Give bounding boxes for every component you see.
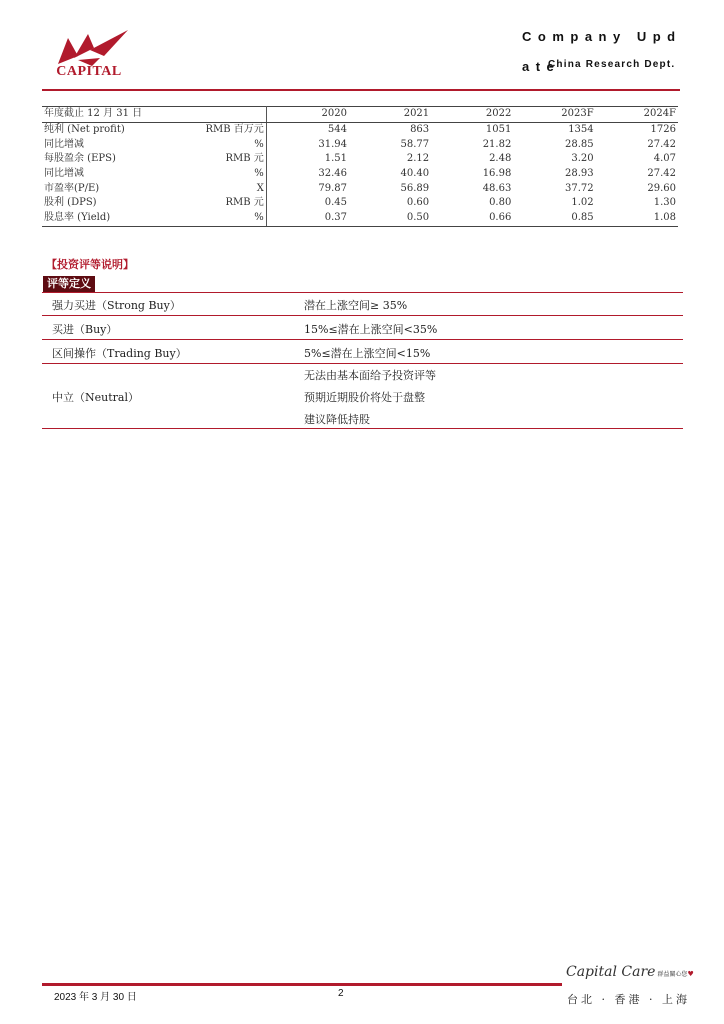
table-row <box>42 211 678 226</box>
table-row <box>42 181 678 196</box>
cell-value: 3.20 <box>571 153 594 165</box>
report-type-title: Company Update <box>522 29 682 74</box>
capital-care-logo <box>566 964 694 980</box>
row-label: 同比增减 <box>44 168 84 180</box>
cell-value: 863 <box>410 124 430 136</box>
rating-definition: 潜在上涨空间≥ 35% <box>304 299 408 312</box>
row-label: 同比增减 <box>44 138 84 150</box>
cell-value: 27.42 <box>647 138 676 150</box>
row-label: 纯利 (Net profit) <box>44 124 125 136</box>
row-label: 股利 (DPS) <box>44 197 97 209</box>
rating-definition: 15%≤潜在上涨空间<35% <box>304 323 438 336</box>
rating-row-strong-buy <box>42 293 683 316</box>
cell-value: 0.66 <box>431 211 513 226</box>
row-label: 每股盈余 (EPS) <box>44 153 116 165</box>
cell-value: 544 <box>327 124 347 136</box>
cell-value: 56.89 <box>400 182 430 194</box>
rating-definition-group <box>304 365 436 431</box>
cell-value: 28.93 <box>565 168 594 180</box>
financial-summary-table <box>42 106 678 227</box>
rating-definition: 无法由基本面给予投资评等 <box>304 369 436 382</box>
cell-value: 48.63 <box>482 182 512 194</box>
table-header-year: 2021 <box>349 107 431 123</box>
table-header-row <box>42 107 678 123</box>
row-unit: RMB 百万元 <box>173 122 266 137</box>
cell-value: 0.50 <box>349 211 431 226</box>
cell-value: 58.77 <box>400 138 430 150</box>
page-number: 2 <box>338 988 344 999</box>
table-header-year: 2024F <box>596 107 678 123</box>
table-row <box>42 152 678 167</box>
cell-value: 0.45 <box>324 197 347 209</box>
rating-definition: 预期近期股价将处于盘整 <box>304 391 425 404</box>
cell-value: 1.08 <box>596 211 678 226</box>
rating-row-neutral <box>42 365 683 429</box>
table-header-year: 2020 <box>266 107 349 123</box>
report-date: 2023 年 3 月 30 日 <box>54 992 137 1003</box>
capital-care-script: Capital Care <box>566 964 656 980</box>
cell-value: 1.51 <box>324 153 347 165</box>
cell-value: 0.60 <box>406 197 430 209</box>
footer-divider <box>42 983 562 986</box>
rating-name: 强力买进（Strong Buy） <box>52 299 181 312</box>
department-label: China Research Dept. <box>548 59 676 70</box>
row-label: 股息率 (Yield) <box>42 211 173 226</box>
capital-care-cn: 群益關心您 <box>657 971 688 978</box>
rating-section-heading: 【投资评等说明】 <box>46 258 134 271</box>
rating-row-buy <box>42 317 683 340</box>
cell-value: 31.94 <box>318 138 347 150</box>
row-unit: RMB 元 <box>173 196 266 211</box>
cell-value: 29.60 <box>647 182 676 194</box>
rating-definition: 5%≤潜在上涨空间<15% <box>304 347 431 360</box>
table-row <box>42 196 678 211</box>
rating-row-trading-buy <box>42 341 683 364</box>
table-header-year: 2023F <box>513 107 595 123</box>
row-unit: % <box>173 211 266 226</box>
rating-name: 买进（Buy） <box>52 323 118 336</box>
heart-icon: ♥ <box>687 970 694 978</box>
cell-value: 1354 <box>568 124 594 136</box>
cell-value: 1726 <box>650 124 676 136</box>
logo-text: CAPITAL <box>56 64 122 79</box>
cell-value: 40.40 <box>400 168 430 180</box>
rating-definition-badge: 评等定义 <box>43 276 95 292</box>
row-unit: % <box>173 137 266 152</box>
cell-value: 0.37 <box>266 211 349 226</box>
rating-name: 区间操作（Trading Buy） <box>52 347 187 360</box>
row-unit: % <box>173 167 266 182</box>
cell-value: 32.46 <box>318 168 347 180</box>
table-header-year: 2022 <box>431 107 513 123</box>
cell-value: 37.72 <box>565 182 594 194</box>
table-header-unit <box>173 107 266 123</box>
table-header-label: 年度截止 12 月 31 日 <box>42 107 173 123</box>
cell-value: 1051 <box>485 124 512 136</box>
bird-logo-icon <box>44 28 134 68</box>
cell-value: 79.87 <box>318 182 347 194</box>
cell-value: 4.07 <box>653 153 676 165</box>
cell-value: 0.80 <box>489 197 512 209</box>
cell-value: 28.85 <box>565 138 594 150</box>
row-unit: RMB 元 <box>173 152 266 167</box>
table-row <box>42 137 678 152</box>
rating-name: 中立（Neutral） <box>52 391 139 404</box>
table-row <box>42 122 678 137</box>
header-divider <box>42 89 680 91</box>
cell-value: 1.02 <box>571 197 594 209</box>
cell-value: 16.98 <box>482 168 512 180</box>
cell-value: 2.12 <box>406 153 430 165</box>
rating-definition: 建议降低持股 <box>304 413 370 426</box>
cell-value: 21.82 <box>482 138 512 150</box>
table-row <box>42 167 678 182</box>
row-label: 市盈率(P/E) <box>44 182 100 194</box>
office-cities: 台北 · 香港 · 上海 <box>567 993 690 1006</box>
cell-value: 27.42 <box>647 168 676 180</box>
row-unit: X <box>173 181 266 196</box>
cell-value: 0.85 <box>513 211 595 226</box>
cell-value: 2.48 <box>489 153 512 165</box>
cell-value: 1.30 <box>653 197 676 209</box>
